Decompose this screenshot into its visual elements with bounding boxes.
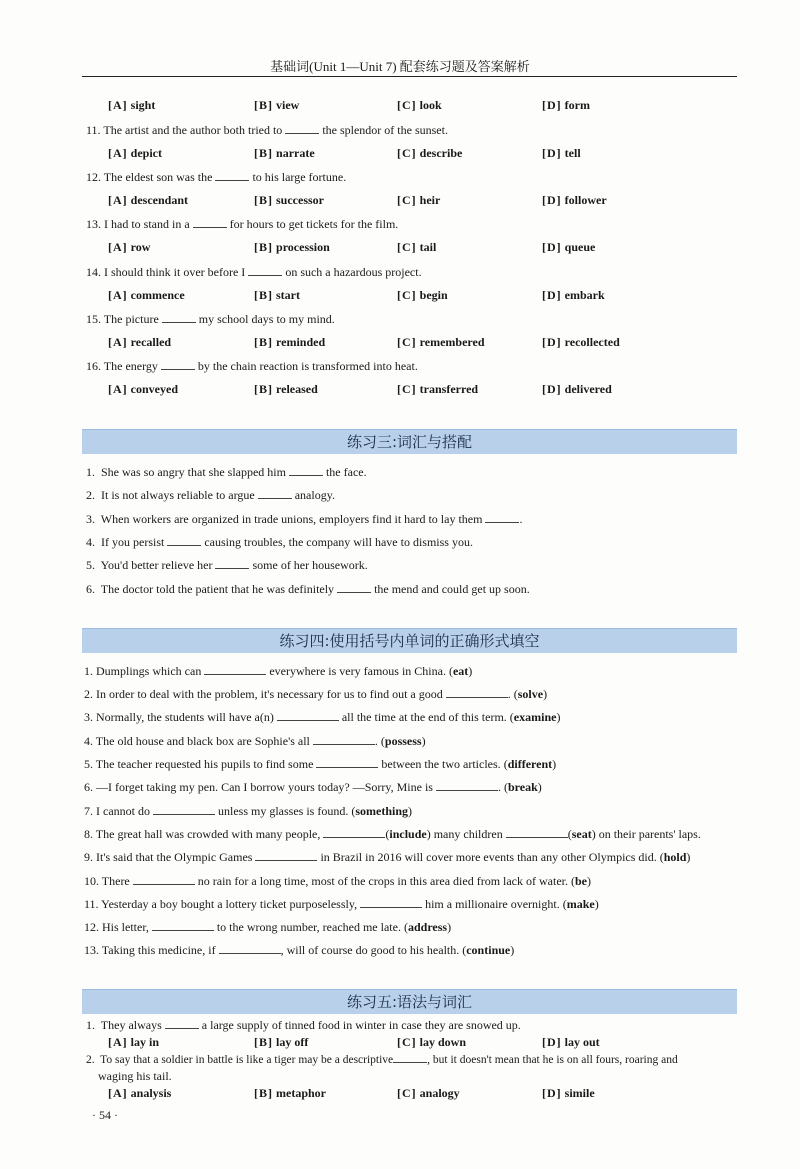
s4-question: 1. Dumplings which can everywhere is very famous in China. (eat) xyxy=(84,664,473,678)
mc-option: [A] recalled xyxy=(108,335,172,349)
mc-option: [D] queue xyxy=(542,240,596,254)
mc-option: [D] form xyxy=(542,98,590,112)
mc-option: [C] lay down xyxy=(397,1035,467,1049)
s4-question: 5. The teacher requested his pupils to find some between the two articles. (different) xyxy=(84,757,557,771)
s3-question: 2. It is not always reliable to argue analogy. xyxy=(86,488,335,502)
section-5-title: 练习五:语法与词汇 xyxy=(82,989,737,1014)
header-rule xyxy=(82,76,737,77)
s5-question-1: 1. They always a large supply of tinned food in winter in case they are snowed up. xyxy=(86,1018,521,1032)
s4-question: 11. Yesterday a boy bought a lottery ticket purposelessly, him a millionaire overnight. (make) xyxy=(84,897,599,911)
mc-option: [B] metaphor xyxy=(254,1086,327,1100)
mc-option: [B] reminded xyxy=(254,335,326,349)
mc-option: [D] lay out xyxy=(542,1035,600,1049)
mc-option: [D] tell xyxy=(542,146,581,160)
mc-option: [B] narrate xyxy=(254,146,315,160)
mc-option: [A] analysis xyxy=(108,1086,172,1100)
section-4-title: 练习四:使用括号内单词的正确形式填空 xyxy=(82,628,737,653)
mc-option: [D] follower xyxy=(542,193,607,207)
s4-question: 13. Taking this medicine, if , will of course do good to his health. (continue) xyxy=(84,943,515,957)
mc-option: [B] successor xyxy=(254,193,325,207)
question-12: 12. The eldest son was the to his large fortune. xyxy=(86,170,347,184)
s3-question: 6. The doctor told the patient that he was definitely the mend and could get up soon. xyxy=(86,582,530,596)
option-letter: [A] xyxy=(108,98,128,112)
question-16: 16. The energy by the chain reaction is transformed into heat. xyxy=(86,359,418,373)
page-header: 基础词(Unit 1—Unit 7) 配套练习题及答案解析 xyxy=(270,59,530,74)
s4-question: 10. There no rain for a long time, most of the crops in this area died from lack of water. (be) xyxy=(84,874,591,888)
s3-question: 4. If you persist causing troubles, the company will have to dismiss you. xyxy=(86,535,473,549)
s5-question-2-continued: waging his tail. xyxy=(98,1069,172,1083)
mc-option: [A] lay in xyxy=(108,1035,160,1049)
mc-option: [B] view xyxy=(254,98,300,112)
mc-option: [B] procession xyxy=(254,240,330,254)
mc-option: [A] depict xyxy=(108,146,163,160)
page-number: · 54 · xyxy=(92,1108,118,1122)
question-11: 11. The artist and the author both tried to the splendor of the sunset. xyxy=(86,123,448,137)
mc-option: [D] simile xyxy=(542,1086,595,1100)
mc-option: [C] describe xyxy=(397,146,463,160)
mc-options-row xyxy=(108,98,155,113)
mc-option: [A] conveyed xyxy=(108,382,178,396)
section-3-title: 练习三:词汇与搭配 xyxy=(82,429,737,454)
mc-option: [C] tail xyxy=(397,240,437,254)
mc-option: [A] commence xyxy=(108,288,185,302)
mc-option: [B] start xyxy=(254,288,301,302)
s4-question: 7. I cannot do unless my glasses is found. (something) xyxy=(84,804,412,818)
mc-option: [D] recollected xyxy=(542,335,620,349)
s3-question: 3. When workers are organized in trade unions, employers find it hard to lay them . xyxy=(86,512,523,526)
s4-question: 6. —I forget taking my pen. Can I borrow yours today? —Sorry, Mine is . (break) xyxy=(84,780,542,794)
s3-question: 1. She was so angry that she slapped him the face. xyxy=(86,465,367,479)
mc-option: [C] heir xyxy=(397,193,441,207)
s4-question: 9. It's said that the Olympic Games in Brazil in 2016 will cover more events than any other Olympics did. (hold) xyxy=(84,850,691,864)
question-13: 13. I had to stand in a for hours to get tickets for the film. xyxy=(86,217,399,231)
mc-option: [D] delivered xyxy=(542,382,612,396)
mc-option: [A] descendant xyxy=(108,193,189,207)
s4-question: 2. In order to deal with the problem, it's necessary for us to find out a good . (solve) xyxy=(84,687,548,701)
mc-option: [C] begin xyxy=(397,288,448,302)
mc-option: [C] remembered xyxy=(397,335,485,349)
s4-question-8: 8. The great hall was crowded with many people, (include) many children (seat) on their parents' laps. xyxy=(84,827,701,841)
question-14: 14. I should think it over before I on such a hazardous project. xyxy=(86,265,422,279)
mc-option: [C] look xyxy=(397,98,442,112)
s4-question: 4. The old house and black box are Sophie's all . (possess) xyxy=(84,734,426,748)
s3-question: 5. You'd better relieve her some of her housework. xyxy=(86,558,368,572)
mc-option: [B] released xyxy=(254,382,318,396)
option-text: sight xyxy=(130,98,156,112)
s5-question-2: 2. To say that a soldier in battle is like a tiger may be a descriptive , but it doesn't mean that he is on all fours, roaring and xyxy=(86,1054,678,1066)
mc-option: [D] embark xyxy=(542,288,605,302)
mc-option: [C] transferred xyxy=(397,382,479,396)
mc-option: [A] row xyxy=(108,240,151,254)
s4-question: 3. Normally, the students will have a(n) all the time at the end of this term. (examine) xyxy=(84,710,561,724)
question-15: 15. The picture my school days to my mind. xyxy=(86,312,335,326)
s4-question: 12. His letter, to the wrong number, reached me late. (address) xyxy=(84,920,452,934)
mc-option: [C] analogy xyxy=(397,1086,460,1100)
mc-option: [B] lay off xyxy=(254,1035,309,1049)
